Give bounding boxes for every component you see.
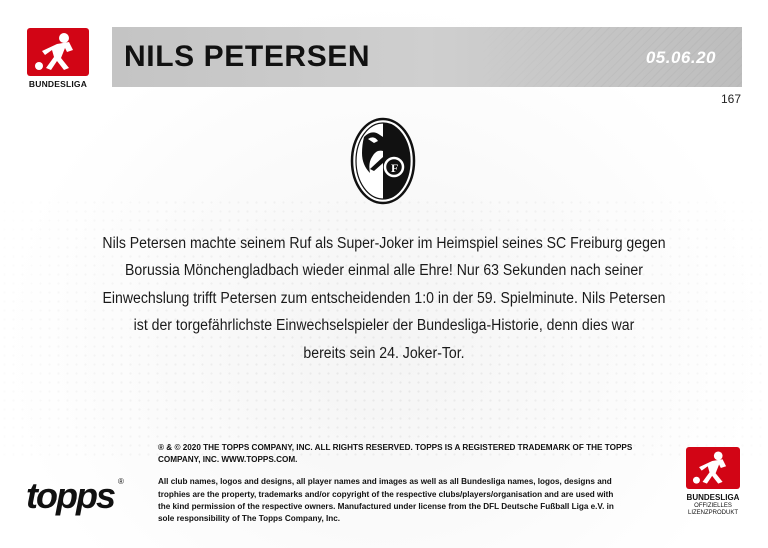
svg-text:F: F xyxy=(391,161,399,175)
story-line: Einwechslung trifft Petersen zum entscheidenden 1:0 in der 59. Spielminute. Nils Petersen xyxy=(102,289,666,307)
svg-text:topps: topps xyxy=(26,475,114,516)
legal-line: COMPANY, INC. WWW.TOPPS.COM. xyxy=(158,454,298,465)
story-line: Nils Petersen machte seinem Ruf als Super-Joker im Heimspiel seines SC Freiburg gegen xyxy=(102,235,666,252)
legal-line: All club names, logos and designs, all player names and images as well as all Bundesliga names, logos, designs and xyxy=(158,476,612,487)
legal-line: the kind permission of the respective owners. Manufactured under license from the DFL Deutsche Fußball Liga e.V. in xyxy=(158,500,614,511)
licensed-product-label xyxy=(684,503,742,517)
legal-line: trophies are the property, trademarks and/or copyright of the respective clubs/players/organisation and are used with xyxy=(158,488,614,499)
licensed-line: LIZENZPRODUKT xyxy=(687,510,738,516)
story-line: ist der torgefährlichste Einwechselspieler der Bundesliga-Historie, denn dies war xyxy=(133,317,635,335)
legal-text xyxy=(158,441,633,524)
player-name: NILS PETERSEN xyxy=(124,40,371,73)
story-line: Borussia Mönchengladbach wieder einmal alle Ehre! Nur 63 Sekunden nach seiner xyxy=(125,262,643,280)
svg-text:®: ® xyxy=(118,477,124,486)
copyright-notice xyxy=(158,441,633,465)
licensed-line: OFFIZIELLES xyxy=(694,503,732,509)
bundesliga-label: BUNDESLIGA xyxy=(686,493,740,502)
bundesliga-logo-top xyxy=(27,28,89,90)
bundesliga-licensed-logo xyxy=(684,447,742,517)
topps-logo xyxy=(24,472,128,518)
license-notice xyxy=(158,475,633,524)
bundesliga-player-icon xyxy=(27,28,89,76)
legal-line: ® & © 2020 THE TOPPS COMPANY, INC. ALL RIGHTS RESERVED. TOPPS IS A REGISTERED TRADEMARK OF THE TOPPS xyxy=(158,442,633,452)
card-number: 167 xyxy=(720,92,741,106)
bundesliga-label: BUNDESLIGA xyxy=(28,79,88,89)
legal-line: sole responsibility of The Topps Company, Inc. xyxy=(158,513,341,524)
story-line: bereits sein 24. Joker-Tor. xyxy=(303,344,465,362)
bundesliga-player-icon xyxy=(686,447,740,489)
story-text xyxy=(86,230,682,367)
header-bar xyxy=(112,27,742,87)
card-date: 05.06.20 xyxy=(645,48,716,67)
sc-freiburg-crest-icon xyxy=(350,117,416,205)
